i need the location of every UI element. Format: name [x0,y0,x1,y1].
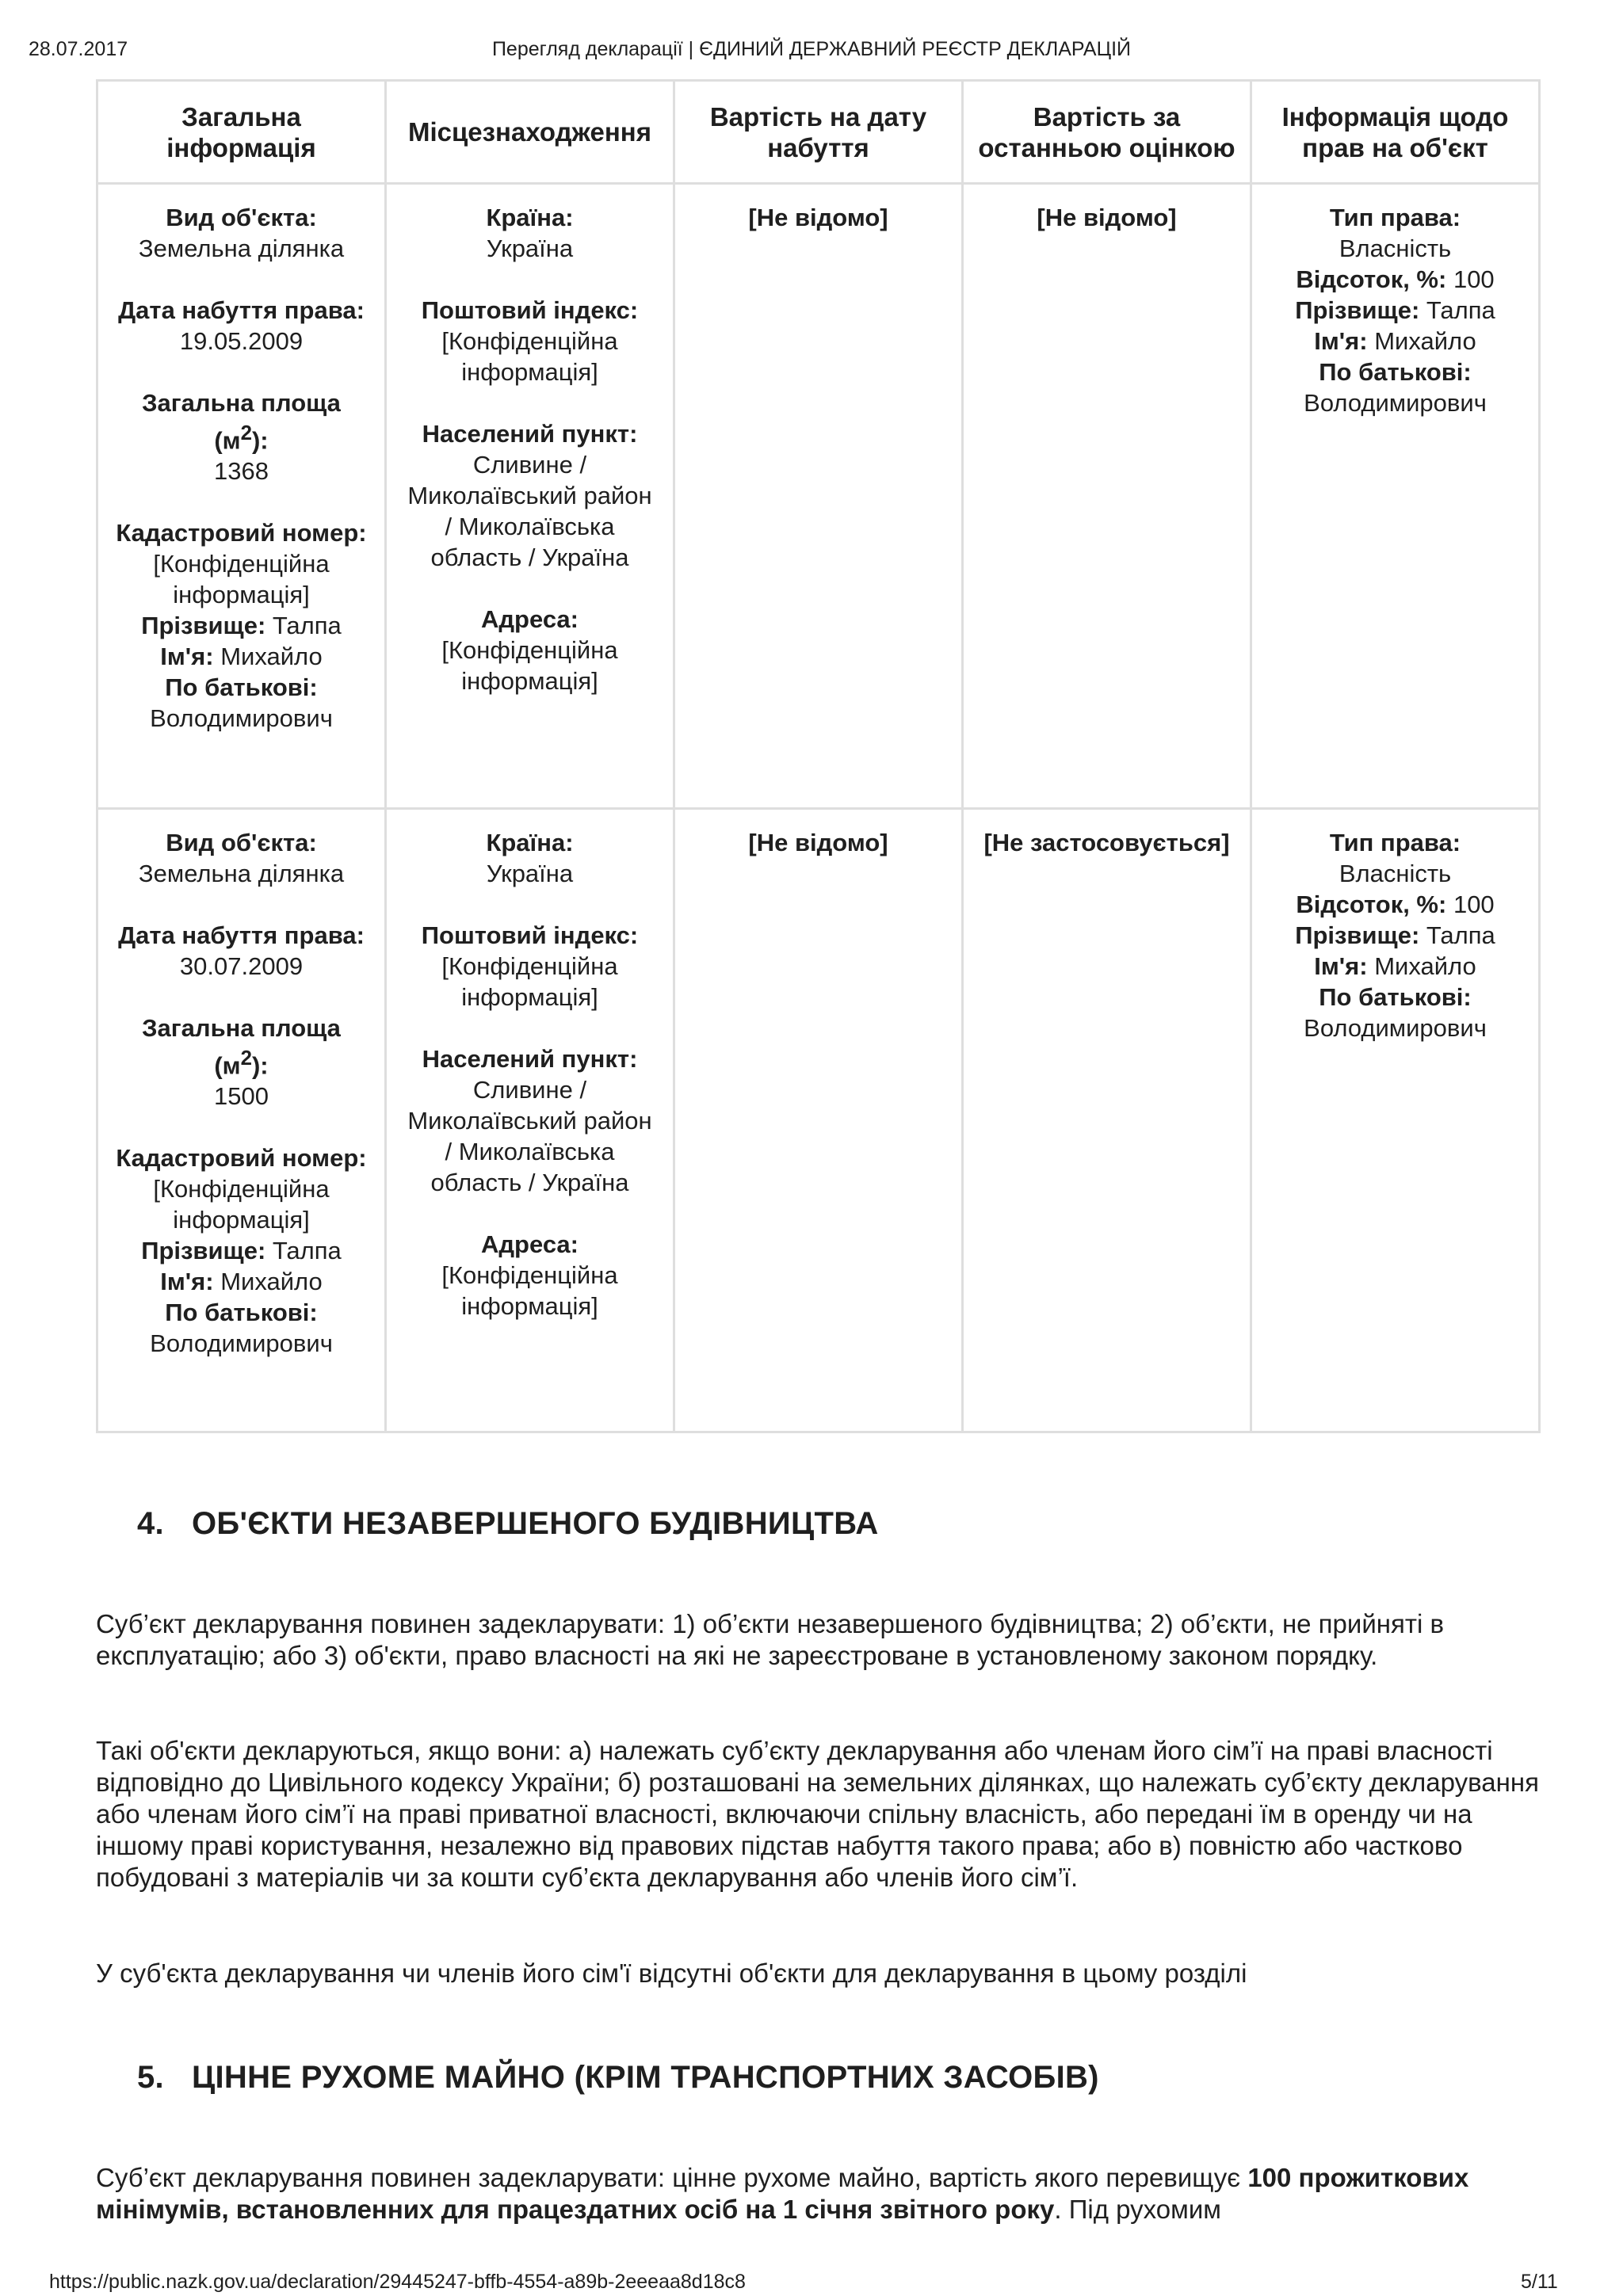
cost-last-valuation-value: [Не застосовується] [983,829,1230,856]
cost-acquisition-cell [674,809,963,1432]
country-label: Країна: [486,829,574,856]
patronymic-label: По батькові: [165,673,318,702]
postcode-value: [Конфіденційна інформація] [441,327,618,386]
patronymic-value: Володимирович [150,1329,333,1358]
owner-name: Ім'я: Михайло [160,643,323,671]
cadastral-label: Кадастровий номер: [116,519,367,547]
print-header [0,38,1623,70]
general-info-cell [97,184,386,809]
right-name: Ім'я: Михайло [1314,952,1476,980]
address-label: Адреса: [480,605,579,633]
acq-date-label: Дата набуття права: [118,296,365,324]
owner-name: Ім'я: Михайло [160,1268,323,1296]
acq-date-label: Дата набуття права: [118,921,365,949]
right-patronymic-label: По батькові: [1319,358,1472,386]
col-cost-acquisition: Вартість на дату набуття [674,81,963,184]
section-4-paragraph-1: Суб’єкт декларування повинен задекларувати: 1) об’єкти незавершеного будівництва; 2) об’єкти, не прийняті в експлуатацію; або 3) об'єкти, право власності на які не зареєстроване в установленому законом порядку. [96,1609,1445,1670]
right-percent: Відсоток, %: 100 [1296,891,1495,918]
right-surname: Прізвище: Талпа [1295,296,1495,324]
section-5-heading [137,2060,1099,2096]
right-name: Ім'я: Михайло [1314,327,1476,355]
right-patronymic-value: Володимирович [1304,1014,1487,1042]
cadastral-label: Кадастровий номер: [116,1144,367,1173]
table-header-row [97,81,1540,184]
object-type-value: Земельна ділянка [138,860,345,887]
right-surname: Прізвище: Талпа [1295,921,1495,949]
page-number: 5/11 [1521,2271,1558,2293]
rights-cell [1251,184,1540,809]
section-4-heading [137,1506,879,1542]
right-percent: Відсоток, %: 100 [1296,265,1495,293]
general-info-cell [97,809,386,1432]
cost-last-valuation-cell [963,184,1251,809]
right-type-value: Власність [1338,860,1452,887]
col-location: Місцезнаходження [386,81,674,184]
patronymic-label: По батькові: [165,1299,318,1327]
location-cell [386,809,674,1432]
section-5-number: 5. [137,2060,164,2095]
cost-acquisition-value: [Не відомо] [748,829,888,856]
print-date: 28.07.2017 [29,38,128,60]
right-type-value: Власність [1338,235,1452,262]
cost-acquisition-value: [Не відомо] [748,204,888,231]
address-value: [Конфіденційна інформація] [441,636,618,695]
country-label: Країна: [486,204,574,231]
acq-date-value: 19.05.2009 [179,327,304,355]
col-general-info: Загальна інформація [97,81,386,184]
section-4-paragraph-2: Такі об'єкти декларуються, якщо вони: а) належать суб’єкту декларування або членам його сім’ї на праві власності відповідно до Цивільного кодексу України; б) розташовані на земельних ділянках, що належать суб’єкту декларування або членам його сім’ї на праві приватної власності, включаючи спільну власність, або передані їм в оренду чи на іншому праві користування, незалежно від правових підстав набуття такого права; або в) повністю або частково побудовані з матеріалів чи за кошти суб’єкта декларування або членів його сім’ї. [96,1736,1539,1892]
owner-surname: Прізвище: Талпа [141,612,342,640]
right-patronymic-label: По батькові: [1319,983,1472,1011]
location-cell [386,184,674,809]
area-label: Загальна площа $(м^2)$: [142,389,341,455]
right-type-label: Тип права: [1329,829,1461,856]
col-rights-info: Інформація щодо прав на об'єкт [1251,81,1540,184]
cadastral-value: [Конфіденційна інформація] [153,550,330,609]
area-value: 1368 [214,457,269,486]
area-label: Загальна площа $(м^2)$: [142,1014,341,1080]
col-cost-last-valuation: Вартість за останньою оцінкою [963,81,1251,184]
table-row [97,809,1540,1432]
cost-acquisition-cell [674,184,963,809]
acq-date-value: 30.07.2009 [179,952,304,980]
settlement-label: Населений пункт: [422,420,638,448]
rights-cell [1251,809,1540,1432]
settlement-label: Населений пункт: [422,1045,638,1073]
section-4-paragraph-3: У суб'єкта декларування чи членів його сім'ї відсутні об'єкти для декларування в цьому розділі [96,1958,1247,1988]
country-value: Україна [486,235,574,262]
cadastral-value: [Конфіденційна інформація] [153,1175,330,1234]
address-label: Адреса: [480,1230,579,1258]
settlement-value: Сливине / Миколаївський район / Миколаївська область / Україна [407,451,652,571]
object-type-value: Земельна ділянка [138,235,345,262]
postcode-label: Поштовий індекс: [421,296,639,324]
owner-surname: Прізвище: Талпа [141,1237,342,1265]
right-type-label: Тип права: [1329,204,1461,231]
postcode-label: Поштовий індекс: [421,921,639,949]
object-type-label: Вид об'єкта: [166,204,317,231]
section-5-title: ЦІННЕ РУХОМЕ МАЙНО (КРІМ ТРАНСПОРТНИХ ЗАСОБІВ) [192,2060,1099,2095]
patronymic-value: Володимирович [150,704,333,733]
cost-last-valuation-value: [Не відомо] [1037,204,1177,231]
page-url: https://public.nazk.gov.ua/declaration/29445247-bffb-4554-a89b-2eeeaa8d18c8 [49,2271,746,2293]
cost-last-valuation-cell [963,809,1251,1432]
address-value: [Конфіденційна інформація] [441,1261,618,1320]
section-4-number: 4. [137,1506,164,1541]
land-plots-table [96,79,1541,1433]
area-value: 1500 [214,1082,269,1111]
section-5-paragraph-1: Суб’єкт декларування повинен задекларувати: цінне рухоме майно, вартість якого перевищує 100 прожиткових мінімумів, встановленних для працездатних осіб на 1 січня звітного року. Під рухомим [96,2163,1469,2224]
section-4-title: ОБ'ЄКТИ НЕЗАВЕРШЕНОГО БУДІВНИЦТВА [192,1506,879,1541]
settlement-value: Сливине / Миколаївський район / Миколаївська область / Україна [407,1076,652,1196]
postcode-value: [Конфіденційна інформація] [441,952,618,1011]
print-page-title: Перегляд декларації | ЄДИНИЙ ДЕРЖАВНИЙ РЕЄСТР ДЕКЛАРАЦІЙ [491,38,1132,60]
right-patronymic-value: Володимирович [1304,389,1487,417]
object-type-label: Вид об'єкта: [166,829,317,856]
country-value: Україна [486,860,574,887]
table-row [97,184,1540,809]
